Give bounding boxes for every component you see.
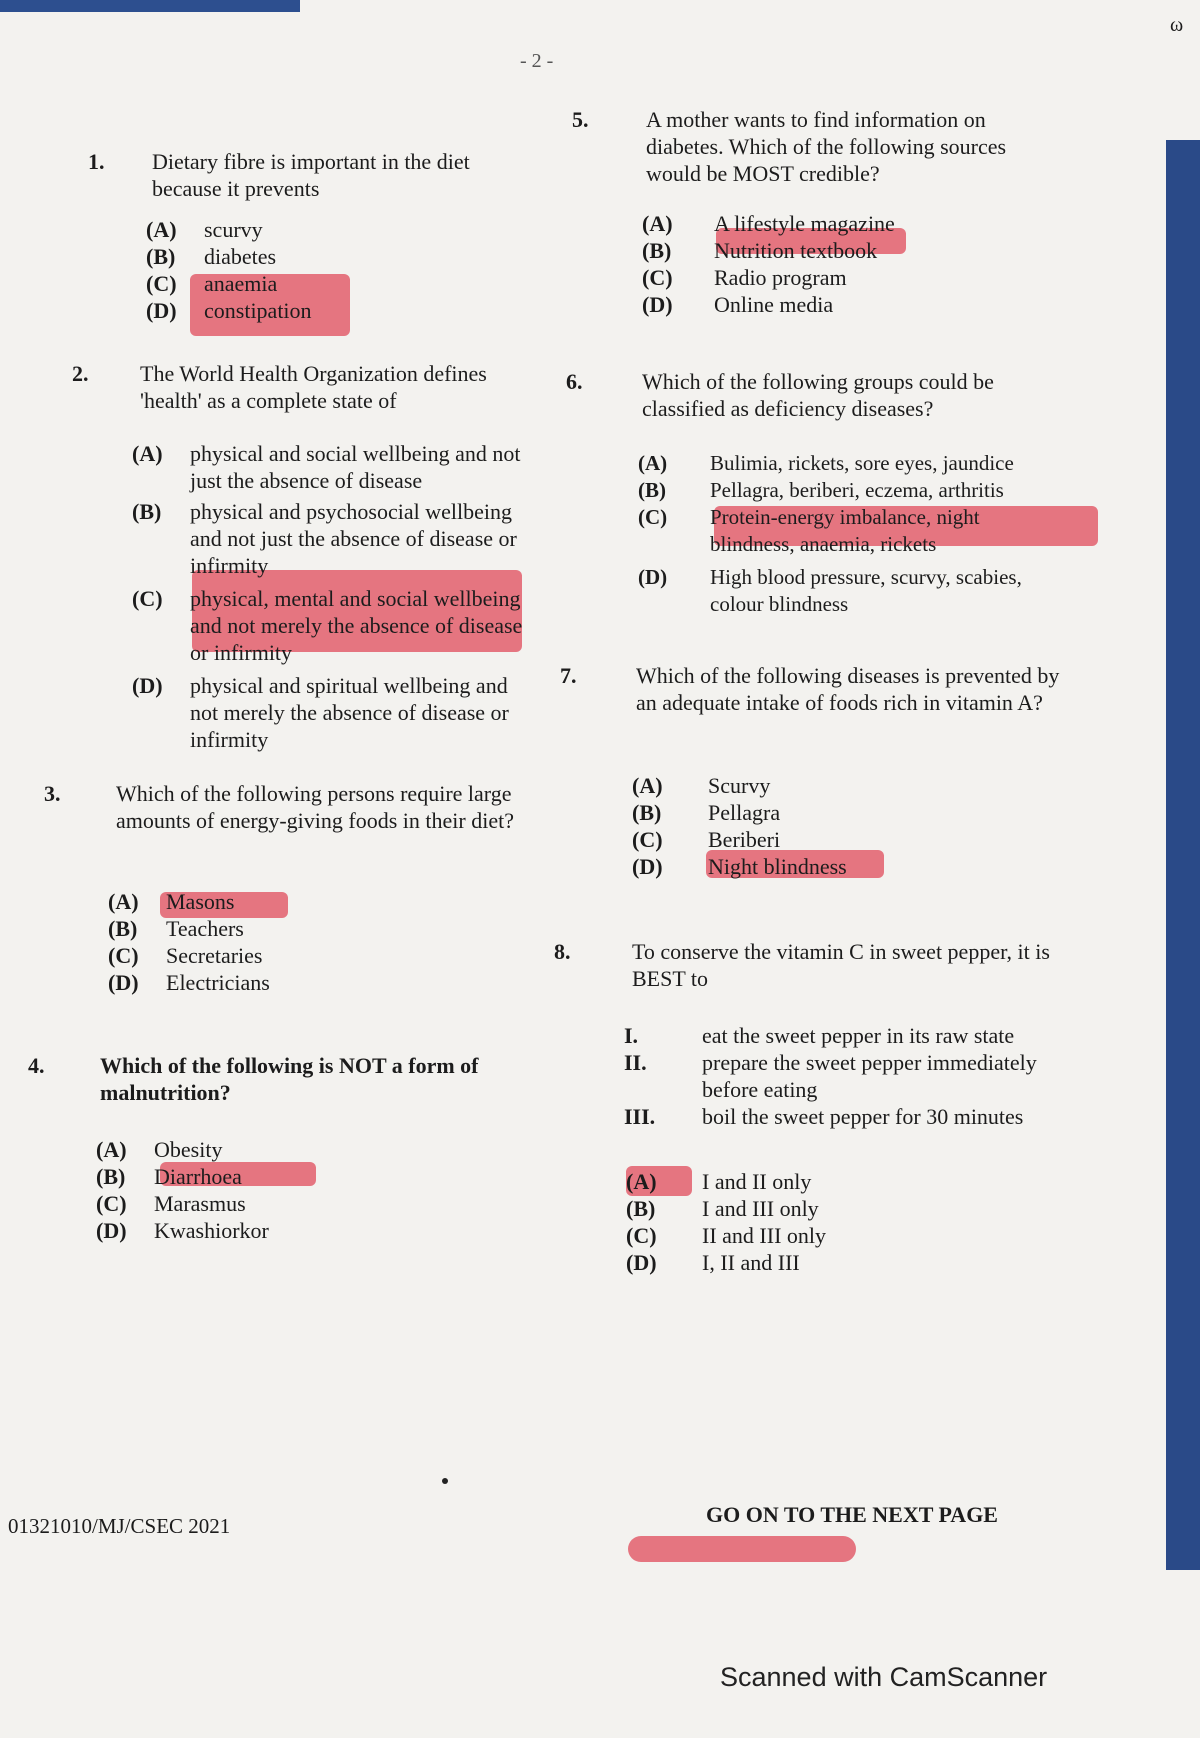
option-c[interactable] xyxy=(638,504,1038,558)
question-number: 2. xyxy=(72,361,89,386)
option-b[interactable] xyxy=(96,1163,396,1190)
option-text: Scurvy xyxy=(708,773,771,798)
option-label: (B) xyxy=(96,1164,126,1189)
paper-code: 01321010/MJ/CSEC 2021 xyxy=(8,1514,231,1538)
statement-label: III. xyxy=(624,1104,656,1129)
option-list xyxy=(96,1136,396,1244)
option-label: (C) xyxy=(96,1191,127,1216)
option-b[interactable] xyxy=(638,477,1038,504)
option-text: Night blindness xyxy=(708,854,847,879)
option-d[interactable] xyxy=(108,969,408,996)
option-text: A lifestyle magazine xyxy=(714,211,895,236)
option-text: Pellagra xyxy=(708,800,781,825)
option-d[interactable] xyxy=(638,564,1038,618)
option-text: I and II only xyxy=(702,1169,812,1194)
option-label: (A) xyxy=(96,1137,127,1162)
option-text: Radio program xyxy=(714,265,847,290)
statement-text: prepare the sweet pepper immediately before eating xyxy=(702,1050,1037,1102)
option-text: Electricians xyxy=(166,970,270,995)
option-label: (C) xyxy=(132,586,163,611)
question-number: 6. xyxy=(566,369,583,394)
option-label: (A) xyxy=(108,889,139,914)
option-d[interactable] xyxy=(626,1249,986,1276)
option-label: (B) xyxy=(638,478,666,502)
statement-ii xyxy=(624,1049,1044,1103)
question-stem: Dietary fibre is important in the diet because it prevents xyxy=(152,149,470,201)
statement-text: eat the sweet pepper in its raw state xyxy=(702,1023,1015,1048)
statement-i xyxy=(624,1022,1044,1049)
option-c[interactable] xyxy=(96,1190,396,1217)
option-label: (B) xyxy=(626,1196,656,1221)
option-a[interactable] xyxy=(108,888,408,915)
option-label: (C) xyxy=(146,271,177,296)
option-text: physical and psychosocial wellbeing and not just the absence of disease or infirmity xyxy=(190,499,517,578)
option-label: (C) xyxy=(108,943,139,968)
question-stem: Which of the following diseases is prevented by an adequate intake of foods rich in vitamin A? xyxy=(636,663,1060,715)
stray-dot xyxy=(442,1478,448,1484)
option-label: (A) xyxy=(132,441,163,466)
scan-edge-right xyxy=(1166,140,1200,1570)
option-d[interactable] xyxy=(146,297,506,324)
option-c[interactable] xyxy=(626,1222,986,1249)
option-label: (D) xyxy=(96,1218,127,1243)
option-text: Pellagra, beriberi, eczema, arthritis xyxy=(710,478,1004,502)
option-list xyxy=(642,210,1022,318)
option-label: (D) xyxy=(642,292,673,317)
option-b[interactable] xyxy=(632,799,992,826)
statement-label: II. xyxy=(624,1050,647,1075)
highlight-footer-stroke xyxy=(628,1536,856,1562)
option-label: (B) xyxy=(132,499,162,524)
question-stem: Which of the following groups could be classified as deficiency diseases? xyxy=(642,369,994,421)
statement-iii xyxy=(624,1103,1044,1130)
option-text: anaemia xyxy=(204,271,278,296)
option-b[interactable] xyxy=(132,498,532,579)
option-label: (A) xyxy=(642,211,673,236)
option-a[interactable] xyxy=(132,440,532,494)
option-text: Bulimia, rickets, sore eyes, jaundice xyxy=(710,451,1014,475)
question-stem: The World Health Organization defines 'health' as a complete state of xyxy=(140,361,487,413)
option-b[interactable] xyxy=(642,237,1022,264)
option-text: Nutrition textbook xyxy=(714,238,878,263)
option-list xyxy=(638,450,1038,618)
scan-edge-top xyxy=(0,0,300,12)
question-number: 8. xyxy=(554,939,571,964)
option-list xyxy=(108,888,408,996)
option-text: Online media xyxy=(714,292,834,317)
option-a[interactable] xyxy=(626,1168,986,1195)
option-c[interactable] xyxy=(632,826,992,853)
option-label: (A) xyxy=(146,217,177,242)
option-b[interactable] xyxy=(146,243,506,270)
option-text: physical and spiritual wellbeing and not merely the absence of disease or infirmity xyxy=(190,673,509,752)
option-d[interactable] xyxy=(642,291,1022,318)
option-text: constipation xyxy=(204,298,312,323)
option-list xyxy=(146,216,506,324)
option-label: (B) xyxy=(108,916,138,941)
option-text: Teachers xyxy=(166,916,244,941)
option-label: (A) xyxy=(632,773,663,798)
option-text: Beriberi xyxy=(708,827,781,852)
question-number: 4. xyxy=(28,1053,45,1078)
option-label: (B) xyxy=(632,800,662,825)
option-text: Kwashiorkor xyxy=(154,1218,269,1243)
option-label: (D) xyxy=(146,298,177,323)
question-number: 3. xyxy=(44,781,61,806)
option-list xyxy=(632,772,992,880)
option-label: (C) xyxy=(642,265,673,290)
question-stem: To conserve the vitamin C in sweet pepper, it is BEST to xyxy=(632,939,1050,991)
option-label: (D) xyxy=(638,565,668,589)
question-number: 1. xyxy=(88,149,105,174)
option-c[interactable] xyxy=(642,264,1022,291)
option-text: Obesity xyxy=(154,1137,223,1162)
option-label: (D) xyxy=(626,1250,657,1275)
option-text: Secretaries xyxy=(166,943,263,968)
option-list xyxy=(626,1168,986,1276)
option-d[interactable] xyxy=(132,672,532,753)
scanner-watermark: Scanned with CamScanner xyxy=(720,1662,1048,1692)
option-text: Protein-energy imbalance, night blindness, anaemia, rickets xyxy=(710,505,980,556)
option-label: (D) xyxy=(108,970,139,995)
option-text: High blood pressure, scurvy, scabies, colour blindness xyxy=(710,565,1022,616)
page-number: - 2 - xyxy=(520,50,554,72)
option-c[interactable] xyxy=(108,942,408,969)
option-a[interactable] xyxy=(642,210,1022,237)
option-label: (A) xyxy=(638,451,668,475)
next-page-note: GO ON TO THE NEXT PAGE xyxy=(706,1502,998,1527)
question-number: 5. xyxy=(572,107,589,132)
option-label: (C) xyxy=(632,827,663,852)
option-text: diabetes xyxy=(204,244,277,269)
option-a[interactable] xyxy=(632,772,992,799)
question-stem: A mother wants to find information on diabetes. Which of the following sources would be MOST credible? xyxy=(646,107,1007,186)
option-text: scurvy xyxy=(204,217,263,242)
option-d[interactable] xyxy=(96,1217,396,1244)
question-number: 7. xyxy=(560,663,577,688)
corner-mark: ω xyxy=(1170,14,1184,36)
question-stem: Which of the following persons require large amounts of energy-giving foods in their diet? xyxy=(116,781,514,833)
statement-label: I. xyxy=(624,1023,639,1048)
option-text: Masons xyxy=(166,889,235,914)
option-a[interactable] xyxy=(96,1136,396,1163)
option-text: Marasmus xyxy=(154,1191,246,1216)
option-label: (C) xyxy=(638,505,668,529)
statement-text: boil the sweet pepper for 30 minutes xyxy=(702,1104,1024,1129)
statement-list xyxy=(624,1022,1044,1130)
option-b[interactable] xyxy=(626,1195,986,1222)
option-label: (C) xyxy=(626,1223,657,1248)
option-c[interactable] xyxy=(132,585,532,666)
option-text: I and III only xyxy=(702,1196,819,1221)
option-list xyxy=(132,440,532,753)
option-a[interactable] xyxy=(146,216,506,243)
option-a[interactable] xyxy=(638,450,1038,477)
option-text: II and III only xyxy=(702,1223,827,1248)
option-text: physical and social wellbeing and not just the absence of disease xyxy=(190,441,521,493)
option-label: (D) xyxy=(132,673,163,698)
option-text: I, II and III xyxy=(702,1250,800,1275)
option-b[interactable] xyxy=(108,915,408,942)
option-label: (B) xyxy=(642,238,672,263)
option-c[interactable] xyxy=(146,270,506,297)
option-text: physical, mental and social wellbeing and not merely the absence of disease or infirmity xyxy=(190,586,523,665)
option-label: (B) xyxy=(146,244,176,269)
option-text: Diarrhoea xyxy=(154,1164,242,1189)
option-label: (A) xyxy=(626,1169,657,1194)
option-d[interactable] xyxy=(632,853,992,880)
option-label: (D) xyxy=(632,854,663,879)
question-stem: Which of the following is NOT a form of malnutrition? xyxy=(100,1053,479,1105)
